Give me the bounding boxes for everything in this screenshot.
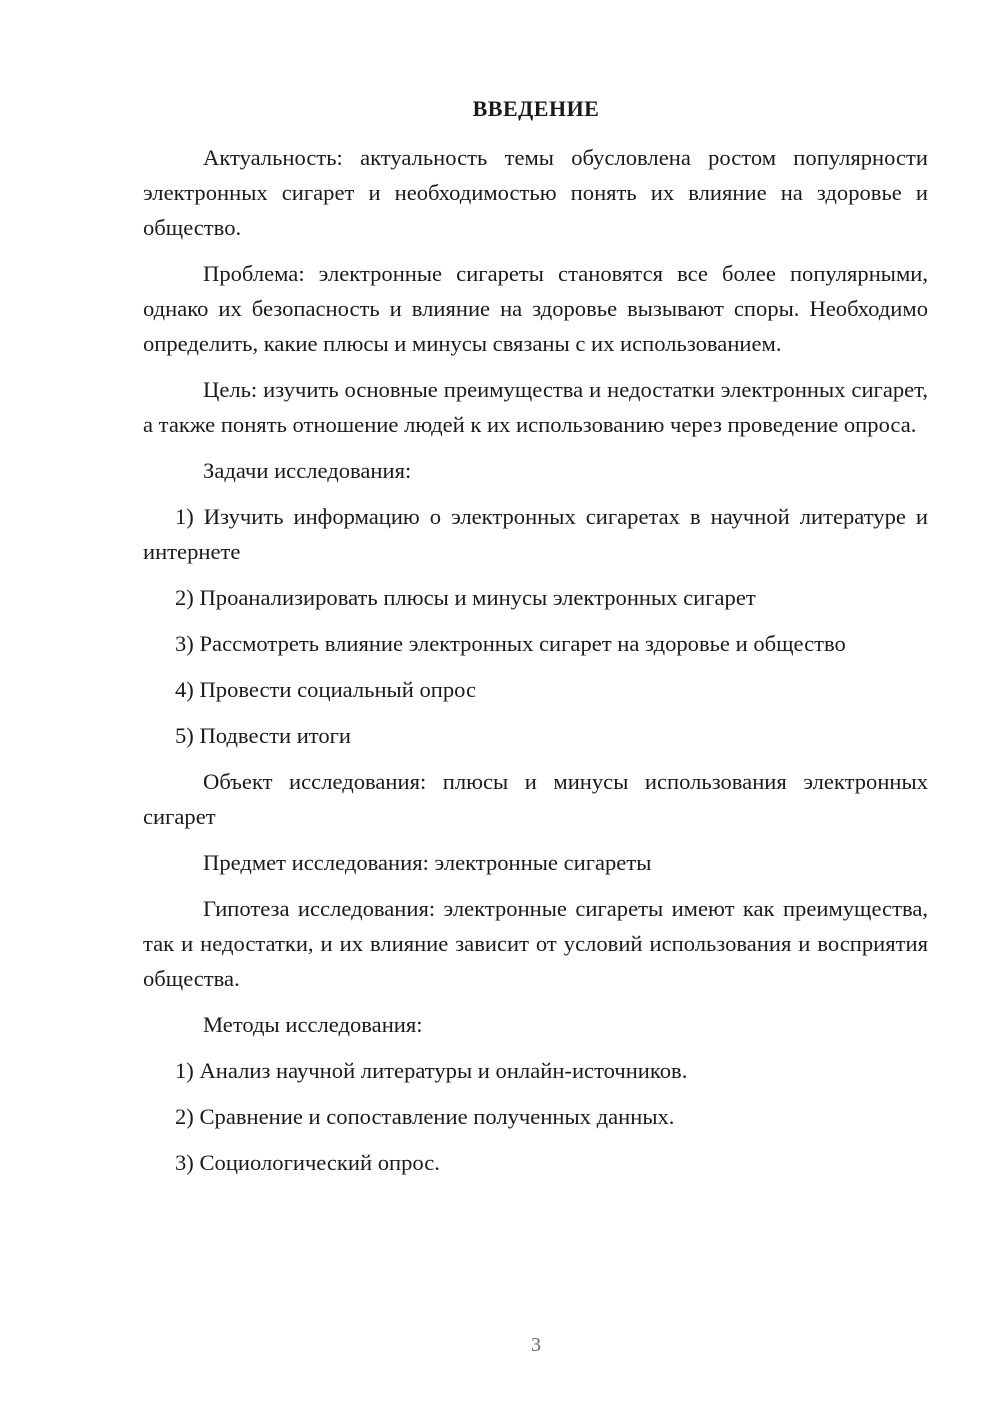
- method-item: 3) Социологический опрос.: [175, 1150, 440, 1175]
- paragraph-object: Объект исследования: плюсы и минусы использования электронных сигарет: [143, 769, 928, 829]
- methods-heading: Методы исследования:: [203, 1012, 423, 1037]
- task-item: 1) Изучить информацию о электронных сигаретах в научной литературе и интернете: [143, 504, 928, 564]
- task-item: 3) Рассмотреть влияние электронных сигарет на здоровье и общество: [175, 631, 846, 656]
- task-item: 5) Подвести итоги: [175, 723, 352, 748]
- task-item: 4) Провести социальный опрос: [175, 677, 477, 702]
- page-number: 3: [531, 1334, 541, 1356]
- task-item: 2) Проанализировать плюсы и минусы электронных сигарет: [175, 585, 756, 610]
- paragraph-subject: Предмет исследования: электронные сигареты: [203, 850, 652, 875]
- paragraph-goal: Цель: изучить основные преимущества и недостатки электронных сигарет, а также понять отношение людей к их использованию через проведение опроса.: [143, 377, 928, 437]
- document-body: [143, 140, 928, 1191]
- paragraph-hypothesis: Гипотеза исследования: электронные сигареты имеют как преимущества, так и недостатки, и их влияние зависит от условий использования и восприятия общества.: [143, 896, 928, 991]
- method-item: 2) Сравнение и сопоставление полученных данных.: [175, 1104, 675, 1129]
- page-title: ВВЕДЕНИЕ: [472, 96, 600, 121]
- tasks-heading: Задачи исследования:: [203, 458, 412, 483]
- method-item: 1) Анализ научной литературы и онлайн-источников.: [175, 1058, 688, 1083]
- paragraph-problem: Проблема: электронные сигареты становятся все более популярными, однако их безопасность и влияние на здоровье вызывают споры. Необходимо определить, какие плюсы и минусы связаны с их использованием.: [143, 261, 928, 356]
- paragraph-relevance: Актуальность: актуальность темы обусловлена ростом популярности электронных сигарет и необходимостью понять их влияние на здоровье и общество.: [143, 145, 928, 240]
